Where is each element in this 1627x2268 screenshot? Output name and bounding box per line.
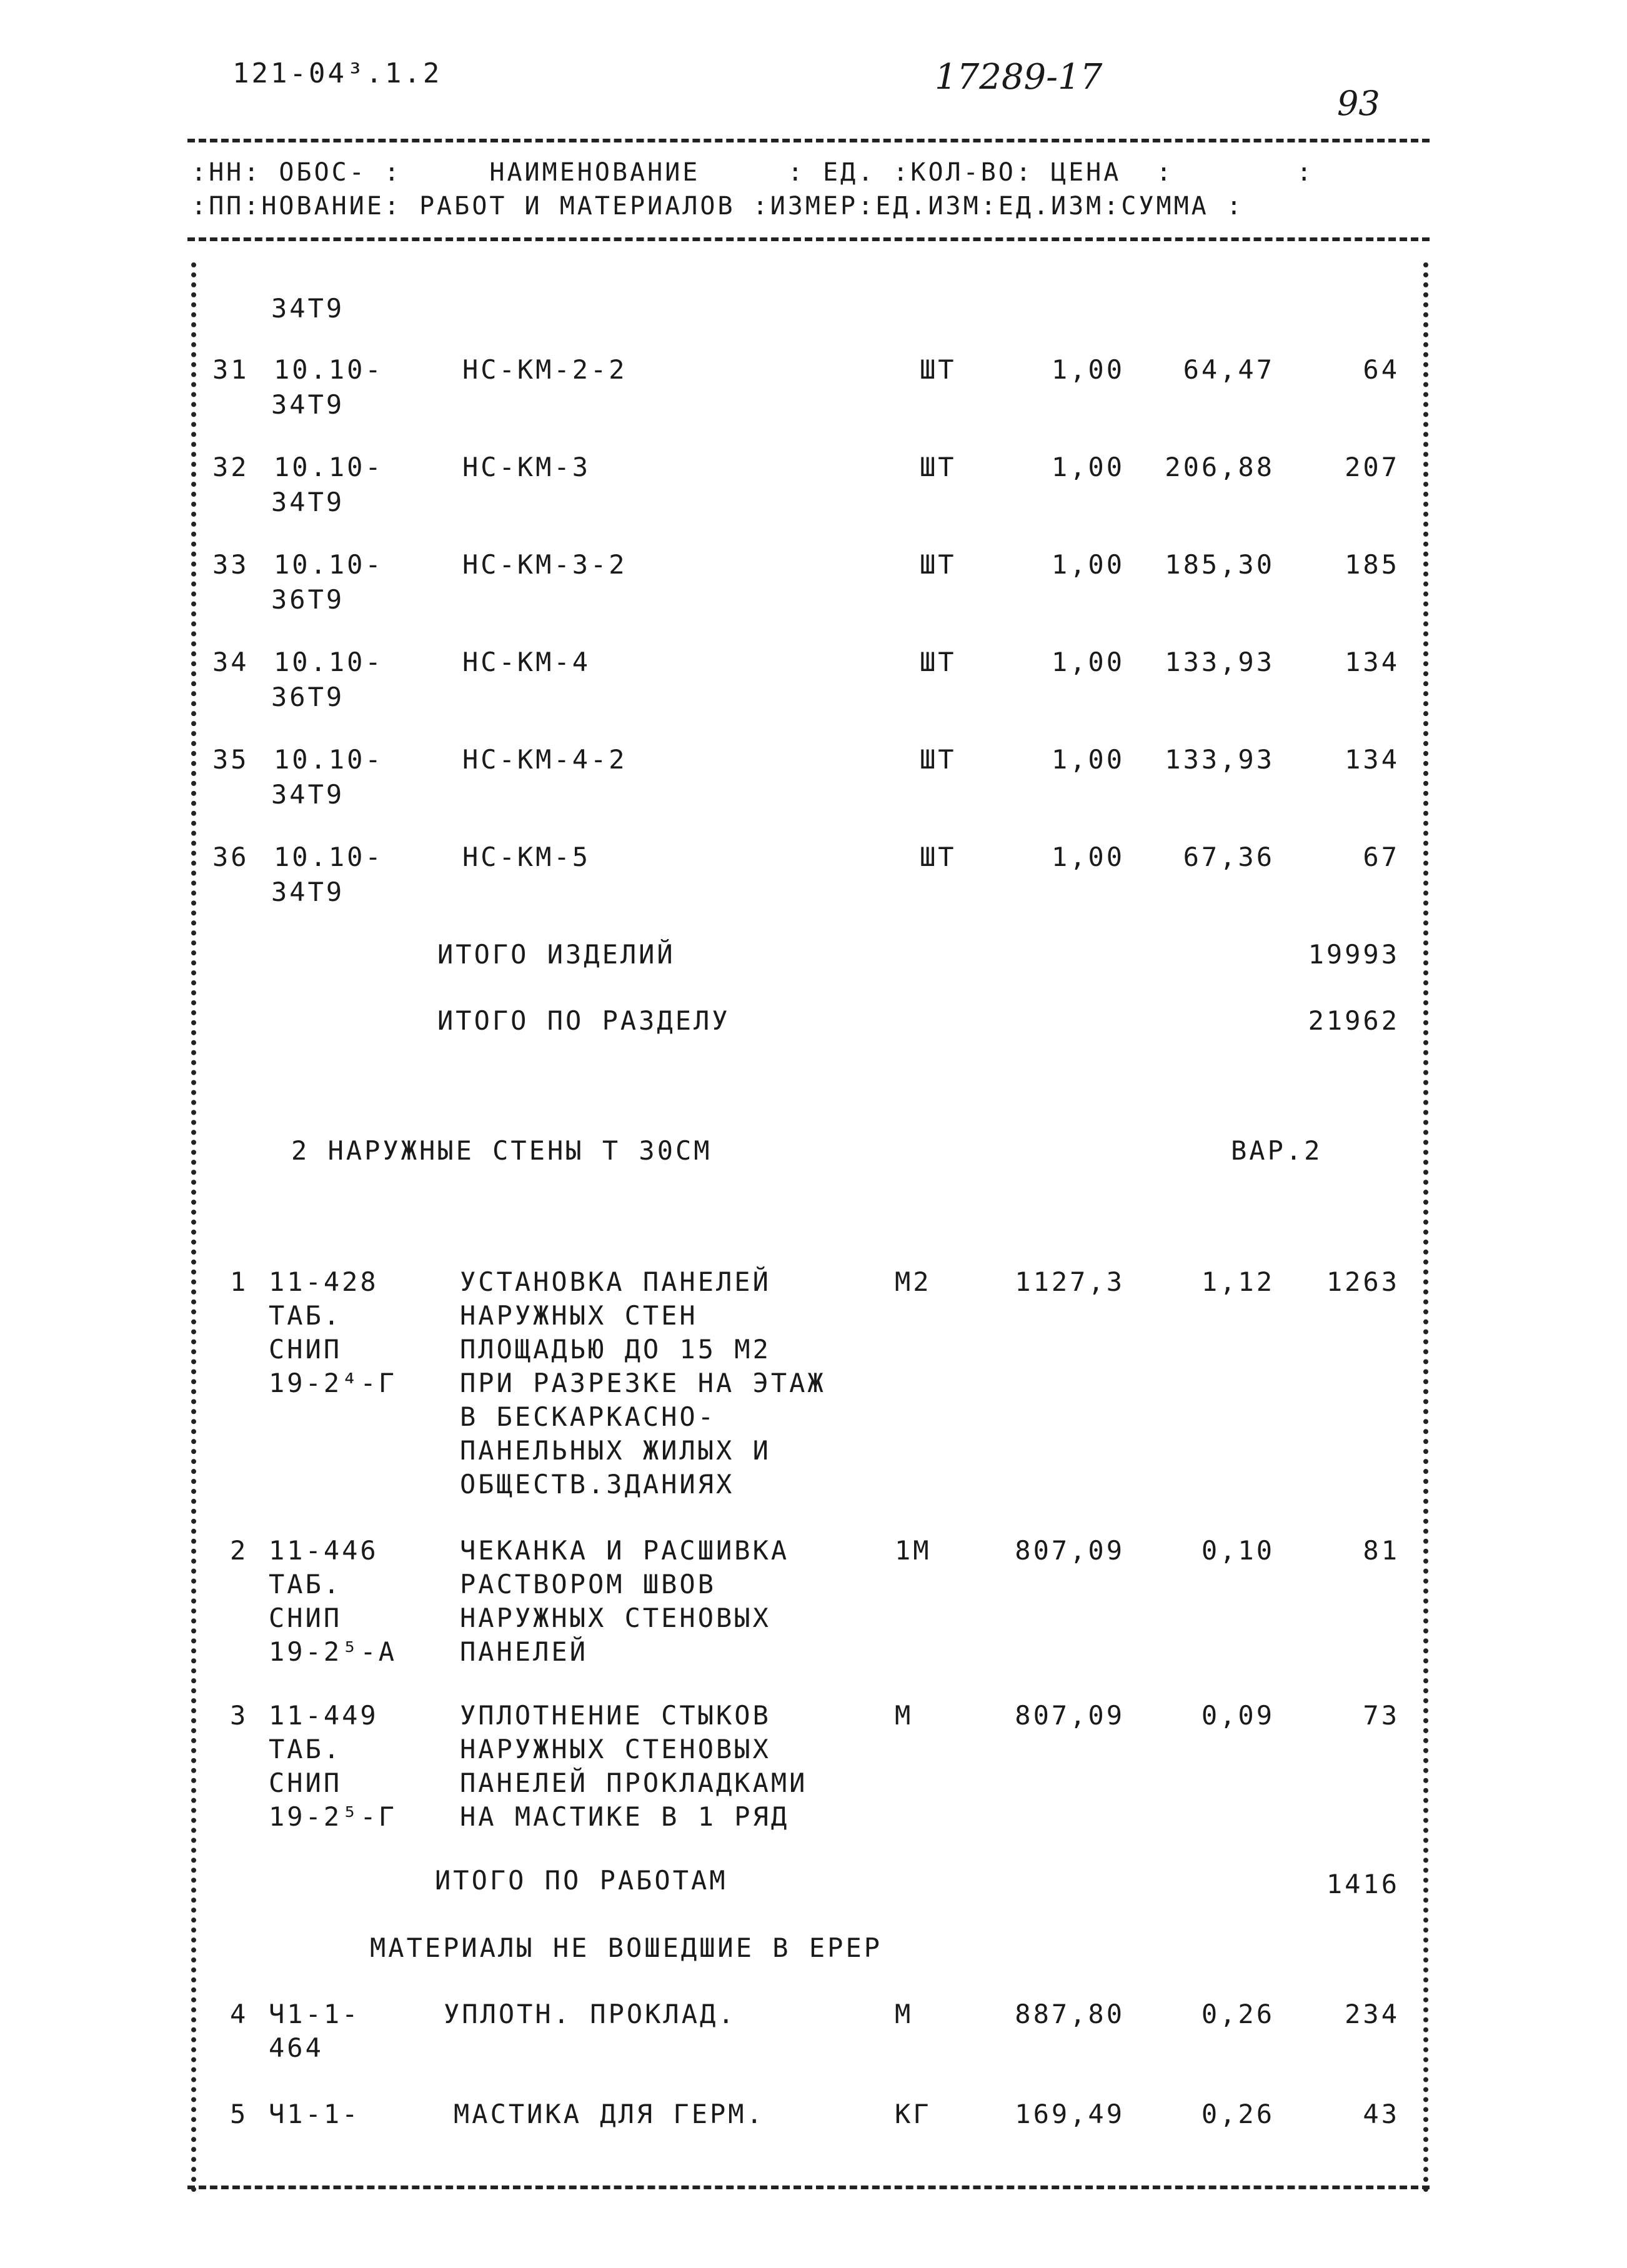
section-variant: ВАР.2: [1231, 1135, 1323, 1166]
document-code: 121-04³.1.2: [232, 57, 442, 89]
row-code: 10.10-: [274, 647, 384, 677]
row-code: Ч1-1-: [269, 1999, 361, 2029]
row-name-line: УСТАНОВКА ПАНЕЛЕЙ: [460, 1266, 771, 1297]
total-works-value: 1416: [1326, 1869, 1400, 1899]
row-sum: 207: [1345, 452, 1400, 482]
row-unit: ШТ: [920, 354, 957, 385]
row-name: НС-КМ-5: [462, 842, 591, 872]
row-unit: ШТ: [920, 549, 957, 580]
row-number: 35: [212, 744, 249, 775]
row-number: 4: [230, 1999, 249, 2029]
row-name-line: НАРУЖНЫХ СТЕНОВЫХ: [460, 1734, 771, 1764]
materials-heading: МАТЕРИАЛЫ НЕ ВОШЕДШИЕ В ЕРЕР: [370, 1932, 883, 1963]
table-left-border: [191, 262, 196, 2193]
row-price: 64,47: [1183, 354, 1275, 385]
row-sum: 81: [1363, 1535, 1400, 1566]
row-code-4: 19-2⁵-А: [269, 1636, 397, 1667]
row-name-line: УПЛОТНЕНИЕ СТЫКОВ: [460, 1700, 771, 1731]
row-code-4: 19-2⁵-Г: [269, 1801, 397, 1832]
row-unit: ШТ: [920, 452, 957, 482]
row-name: НС-КМ-4-2: [462, 744, 627, 775]
row-code-2: 464: [269, 2032, 324, 2063]
row-number: 33: [212, 549, 249, 580]
row-number: 36: [212, 842, 249, 872]
row-number: 2: [230, 1535, 249, 1566]
total-section-value: 21962: [1308, 1005, 1400, 1036]
row-code: 10.10-: [274, 842, 384, 872]
row-code-2: ТАБ.: [269, 1300, 342, 1331]
row-qty: 1,00: [1051, 549, 1125, 580]
row-price: 67,36: [1183, 842, 1275, 872]
row-price: 0,26: [1201, 1999, 1275, 2029]
row-code-2: 34Т9: [271, 389, 345, 420]
row-code-3: СНИП: [269, 1603, 342, 1633]
row-qty: 169,49: [1015, 2099, 1125, 2129]
row-sum: 1263: [1326, 1266, 1400, 1297]
row-name-line: ПАНЕЛЬНЫХ ЖИЛЫХ И: [460, 1435, 771, 1466]
row-name-line: НА МАСТИКЕ В 1 РЯД: [460, 1801, 790, 1832]
row-price: 0,10: [1201, 1535, 1275, 1566]
row-code-2: 36Т9: [271, 584, 345, 615]
table-header-border: [187, 237, 1430, 241]
row-number: 1: [230, 1266, 249, 1297]
row-unit: М: [895, 1999, 913, 2029]
row-name: МАСТИКА ДЛЯ ГЕРМ.: [454, 2099, 765, 2129]
row-sum: 134: [1345, 647, 1400, 677]
table-top-border: [187, 139, 1430, 142]
row-name: НС-КМ-4: [462, 647, 591, 677]
row-code: 10.10-: [274, 452, 384, 482]
row-code-2: 36Т9: [271, 682, 345, 712]
row-name: НС-КМ-3: [462, 452, 591, 482]
total-products-label: ИТОГО ИЗДЕЛИЙ: [437, 939, 675, 970]
row-sum: 234: [1345, 1999, 1400, 2029]
row-name-line: ПАНЕЛЕЙ ПРОКЛАДКАМИ: [460, 1768, 808, 1798]
row-code-2: 34Т9: [271, 877, 345, 907]
table-bottom-border: [187, 2186, 1430, 2189]
table-right-border: [1423, 262, 1428, 2193]
row-code-2: 34Т9: [271, 487, 345, 517]
row-code: 11-449: [269, 1700, 379, 1731]
row-price: 206,88: [1165, 452, 1275, 482]
row-sum: 67: [1363, 842, 1400, 872]
row-name-line: ПРИ РАЗРЕЗКЕ НА ЭТАЖ: [460, 1368, 826, 1398]
total-works-label: ИТОГО ПО РАБОТАМ: [435, 1865, 728, 1896]
row-name-line: ЧЕКАНКА И РАСШИВКА: [460, 1535, 790, 1566]
section-title: 2 НАРУЖНЫЕ СТЕНЫ Т 30СМ: [291, 1135, 712, 1166]
row-number: 5: [230, 2099, 249, 2129]
row-name: НС-КМ-2-2: [462, 354, 627, 385]
row-unit: М2: [895, 1266, 932, 1297]
row-name-line: ПАНЕЛЕЙ: [460, 1636, 589, 1667]
row-qty: 1127,3: [1015, 1266, 1125, 1297]
row-qty: 807,09: [1015, 1700, 1125, 1731]
row-name: УПЛОТН. ПРОКЛАД.: [444, 1999, 737, 2029]
row-unit: М: [895, 1700, 913, 1731]
row-price: 133,93: [1165, 647, 1275, 677]
row-sum: 43: [1363, 2099, 1400, 2129]
row-code: 10.10-: [274, 549, 384, 580]
row-code-4: 19-2⁴-Г: [269, 1368, 397, 1398]
row-sum: 73: [1363, 1700, 1400, 1731]
row-name-line: ПЛОЩАДЬЮ ДО 15 М2: [460, 1334, 771, 1365]
row-price: 0,26: [1201, 2099, 1275, 2129]
row-number: 34: [212, 647, 249, 677]
row-qty: 1,00: [1051, 842, 1125, 872]
row-unit: ШТ: [920, 842, 957, 872]
row-unit: ШТ: [920, 647, 957, 677]
row-name-line: В БЕСКАРКАСНО-: [460, 1401, 717, 1432]
row-unit: КГ: [895, 2099, 932, 2129]
row-sum: 134: [1345, 744, 1400, 775]
row-qty: 1,00: [1051, 647, 1125, 677]
row-name-line: РАСТВОРОМ ШВОВ: [460, 1569, 717, 1599]
row-name-line: НАРУЖНЫХ СТЕНОВЫХ: [460, 1603, 771, 1633]
row-unit: ШТ: [920, 744, 957, 775]
row-code-3: СНИП: [269, 1768, 342, 1798]
row-number: 31: [212, 354, 249, 385]
row-price: 185,30: [1165, 549, 1275, 580]
row-code: Ч1-1-: [269, 2099, 361, 2129]
row-qty: 807,09: [1015, 1535, 1125, 1566]
row-code: 11-446: [269, 1535, 379, 1566]
row-code: 11-428: [269, 1266, 379, 1297]
column-header-line-1: :НН: ОБОС- : НАИМЕНОВАНИЕ : ЕД. :КОЛ-ВО: ЦЕНА : :: [191, 158, 1315, 187]
handwritten-number: 17289-17: [935, 57, 1103, 97]
row-name: НС-КМ-3-2: [462, 549, 627, 580]
row-name-line: ОБЩЕСТВ.ЗДАНИЯХ: [460, 1469, 735, 1500]
carry-over-code: 34Т9: [271, 293, 345, 324]
total-products-value: 19993: [1308, 939, 1400, 970]
row-code: 10.10-: [274, 744, 384, 775]
row-qty: 887,80: [1015, 1999, 1125, 2029]
row-price: 0,09: [1201, 1700, 1275, 1731]
row-code: 10.10-: [274, 354, 384, 385]
row-sum: 185: [1345, 549, 1400, 580]
row-qty: 1,00: [1051, 452, 1125, 482]
row-price: 133,93: [1165, 744, 1275, 775]
row-code-3: СНИП: [269, 1334, 342, 1365]
total-section-label: ИТОГО ПО РАЗДЕЛУ: [437, 1005, 730, 1036]
row-sum: 64: [1363, 354, 1400, 385]
row-name-line: НАРУЖНЫХ СТЕН: [460, 1300, 698, 1331]
page-number: 93: [1337, 84, 1380, 123]
row-unit: 1М: [895, 1535, 932, 1566]
row-number: 3: [230, 1700, 249, 1731]
row-qty: 1,00: [1051, 354, 1125, 385]
row-number: 32: [212, 452, 249, 482]
row-qty: 1,00: [1051, 744, 1125, 775]
row-code-2: ТАБ.: [269, 1569, 342, 1599]
row-code-2: 34Т9: [271, 779, 345, 810]
row-code-2: ТАБ.: [269, 1734, 342, 1764]
row-price: 1,12: [1201, 1266, 1275, 1297]
column-header-line-2: :ПП:НОВАНИЕ: РАБОТ И МАТЕРИАЛОВ :ИЗМЕР:ЕД.ИЗМ:ЕД.ИЗМ:СУММА :: [191, 192, 1244, 221]
